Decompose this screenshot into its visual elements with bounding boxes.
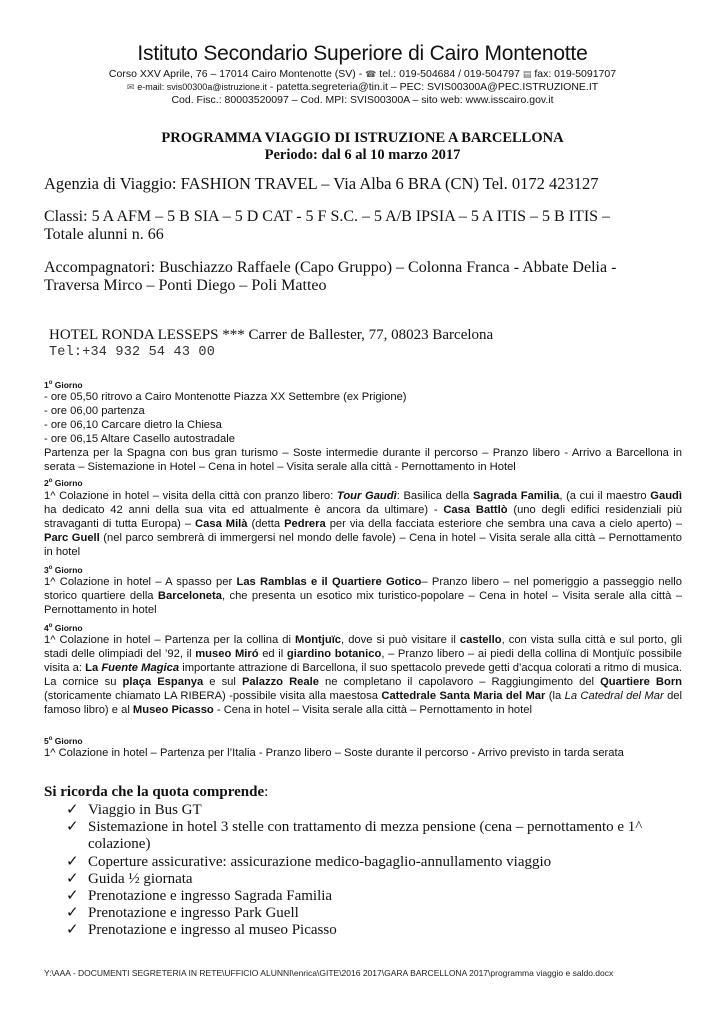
checkmark-icon: ✓ (66, 870, 79, 887)
highlight: Gaudì (650, 490, 682, 502)
checkmark-icon: ✓ (66, 819, 79, 836)
highlight: plaça Espanya (122, 676, 204, 688)
day-5-body: 1^ Colazione in hotel – Partenza per l’Italia - Pranzo libero – Soste durante il percorso - Arrivo previsto in tarda serata (44, 747, 624, 759)
escorts-block (44, 259, 684, 295)
highlight: Casa Milà (195, 518, 248, 530)
program-title (0, 130, 725, 164)
agency-line: Agenzia di Viaggio: FASHION TRAVEL – Via Alba 6 BRA (CN) Tel. 0172 423127 (44, 174, 599, 193)
list-item: ✓ Coperture assicurative: assicurazione medico-bagaglio-annullamento viaggio (66, 853, 552, 870)
day-1-heading: 1$^o$ Giorno (44, 380, 83, 390)
envelope-icon: ✉ (126, 82, 135, 92)
day-1-text: Partenza per la Spagna con bus gran turismo – Soste intermedie durante il percorso – Pranzo libero - Arrivo a Barcellona in serata – Sistemazione in Hotel – Cena in hotel – Visita serale alla città - Pernottamento in Hotel (44, 447, 682, 473)
list-item: ✓ Guida ½ giornata (66, 870, 193, 887)
day-4-body: 1^ Colazione in hotel – Partenza per la collina di Montjuïc, dove si può visitare il castello, con vista sulla città e sul porto, gli stadi delle olimpiadi del ’92, il museo Miró ed il giardino botanico, – Pranzo libero – ai piedi della collina di Montjuïc possibile visita a: La Fuente Magica importante attrazione di Barcellona, il suo spettacolo prevede getti d’acqua colorati a ritmo di musica. La cornice su plaça Espanya e sul Palazzo Reale ne completano il capolavoro – Raggiungimento del Quartiere Born (storicamente chiamato LA RIBERA) -possibile visita alla maestosa Cattedrale Santa Maria del Mar (la La Catedral del Mar del famoso libro) e al Museo Picasso - Cena in hotel – Visita serale alla città – Pernottamento in hotel (44, 634, 683, 716)
highlight: Sagrada Familia (472, 490, 560, 502)
day-2-heading: 2$^o$ Giorno (44, 478, 83, 488)
highlight: giardino botanico (286, 648, 382, 660)
file-path-footer: Y:\AAA - DOCUMENTI SEGRETERIA IN RETE\UFFICIO ALUNNI\enrica\GITE\2016 2017\GARA BARCELLONA 2017\programma viaggio e saldo.docx (44, 968, 614, 978)
address-line (0, 68, 725, 80)
escorts-line1: Accompagnatori: Buschiazzo Raffaele (Capo Gruppo) – Colonna Franca - Abbate Delia - (44, 259, 617, 276)
list-item: ✓ Prenotazione e ingresso Sagrada Familia (66, 888, 333, 905)
classes-line1: Classi: 5 A AFM – 5 B SIA – 5 D CAT - 5 F S.C. – 5 A/B IPSIA – 5 A ITIS – 5 B ITIS – (44, 208, 611, 225)
classes-line2: Totale alunni n. 66 (44, 226, 164, 243)
fax-icon: ▤ (522, 69, 532, 79)
address-text: Corso XXV Aprile, 76 – 17014 Cairo Montenotte (SV) - (108, 68, 363, 80)
codes-line: Cod. Fisc.: 80003520097 – Cod. MPI: SVIS00300A – sito web: www.isscairo.gov.it (171, 94, 554, 106)
email-line (0, 81, 725, 93)
checkmark-icon: ✓ (66, 888, 79, 905)
highlight: Palazzo Reale (241, 676, 319, 688)
day-1-step: - ore 05,50 ritrovo a Cairo Montenotte Piazza XX Settembre (ex Prigione) (44, 391, 407, 403)
highlight: Barceloneta (157, 590, 222, 602)
list-item: ✓ Prenotazione e ingresso Park Guell (66, 905, 299, 922)
institute-title: Istituto Secondario Superiore di Cairo Montenotte (137, 42, 588, 65)
escorts-line2: Traversa Mirco – Ponti Diego – Poli Matteo (44, 277, 327, 294)
highlight: Pedrera (284, 518, 326, 530)
day-4-heading: 4$^o$ Giorno (44, 623, 83, 633)
list-item: ✓ Sistemazione in hotel 3 stelle con trattamento di mezza pensione (cena – pernottamento e 1^ colazione) (66, 819, 643, 853)
hotel-name: HOTEL RONDA LESSEPS *** Carrer de Ballester, 77, 08023 Barcelona (49, 327, 494, 343)
highlight: Tour Gaudì (336, 490, 397, 502)
list-item: ✓ Prenotazione e ingresso al museo Picasso (66, 922, 337, 939)
day-2-body: 1^ Colazione in hotel – visita della città con pranzo libero: Tour Gaudì: Basilica della Sagrada Familia, (a cui il maestro Gaudì ha dedicato 42 anni della sua vita ed attualmente è ancora da ultimare) - Casa Battlò (uno degli edifici residenziali più stravaganti di tutta Europa) – Casa Milà (detta Pedrera per via della facciata esteriore che sembra una cava a cielo aperto) – Parc Guell (nel parco sembrerà di immergersi nel mondo delle favole) – Cena in hotel – Visita serale alla città – Pernottamento in hotel (44, 490, 682, 558)
day-1-step: - ore 06,00 partenza (44, 405, 145, 417)
email-rest-text: - patetta.segreteria@tin.it – PEC: SVIS00300A@PEC.ISTRUZIONE.IT (269, 81, 599, 93)
day-1-body (44, 390, 682, 474)
highlight: Parc Guell (44, 532, 100, 544)
day-1-step: - ore 06,15 Altare Casello autostradale (44, 433, 235, 445)
checkmark-icon: ✓ (66, 922, 79, 939)
program-period: Periodo: dal 6 al 10 marzo 2017 (264, 147, 461, 163)
highlight: Casa Battlò (443, 504, 508, 516)
included-title: Si ricorda che la quota comprende: (44, 784, 269, 800)
highlight: La Catedral del Mar (564, 690, 664, 702)
fax-text: fax: 019-5091707 (534, 68, 617, 80)
highlight: Museo Picasso (132, 704, 214, 716)
checkmark-icon: ✓ (66, 853, 79, 870)
highlight: Quartiere Born (600, 676, 683, 688)
highlight: Las Ramblas e il Quartiere Gotico (236, 576, 422, 588)
highlight: La (85, 662, 102, 674)
hotel-tel: Tel:+34 932 54 43 00 (49, 345, 216, 360)
email-text: e-mail: svis00300a@istruzione.it (137, 82, 267, 92)
list-item: ✓ Viaggio in Bus GT (66, 802, 202, 818)
day-3-body: 1^ Colazione in hotel – A spasso per Las Ramblas e il Quartiere Gotico– Pranzo libero – nel pomeriggio a passeggio nello storico quartiere della Barceloneta, che presenta un esotico mix turistico-popolare – Cena in hotel – Visita serale alla città – Pernottamento in hotel (44, 576, 683, 616)
included-list (66, 802, 666, 940)
day-1-step: - ore 06,10 Carcare dietro la Chiesa (44, 419, 222, 431)
checkmark-icon: ✓ (66, 905, 79, 922)
tel-text: tel.: 019-504684 / 019-504797 (379, 68, 520, 80)
phone-icon: ☎ (365, 69, 377, 79)
checkmark-icon: ✓ (66, 802, 79, 818)
day-3-heading: 3$^o$ Giorno (44, 565, 83, 575)
highlight: Montjuïc (295, 634, 342, 646)
highlight: museo Miró (195, 648, 259, 660)
highlight: Fuente Magica (101, 662, 180, 674)
highlight: Cattedrale Santa Maria del Mar (381, 690, 546, 702)
highlight: castello (459, 634, 502, 646)
program-title-line1: PROGRAMMA VIAGGIO DI ISTRUZIONE A BARCELLONA (161, 130, 564, 146)
classes-block (44, 208, 694, 244)
day-5-heading: 5$^o$ Giorno (44, 736, 83, 746)
